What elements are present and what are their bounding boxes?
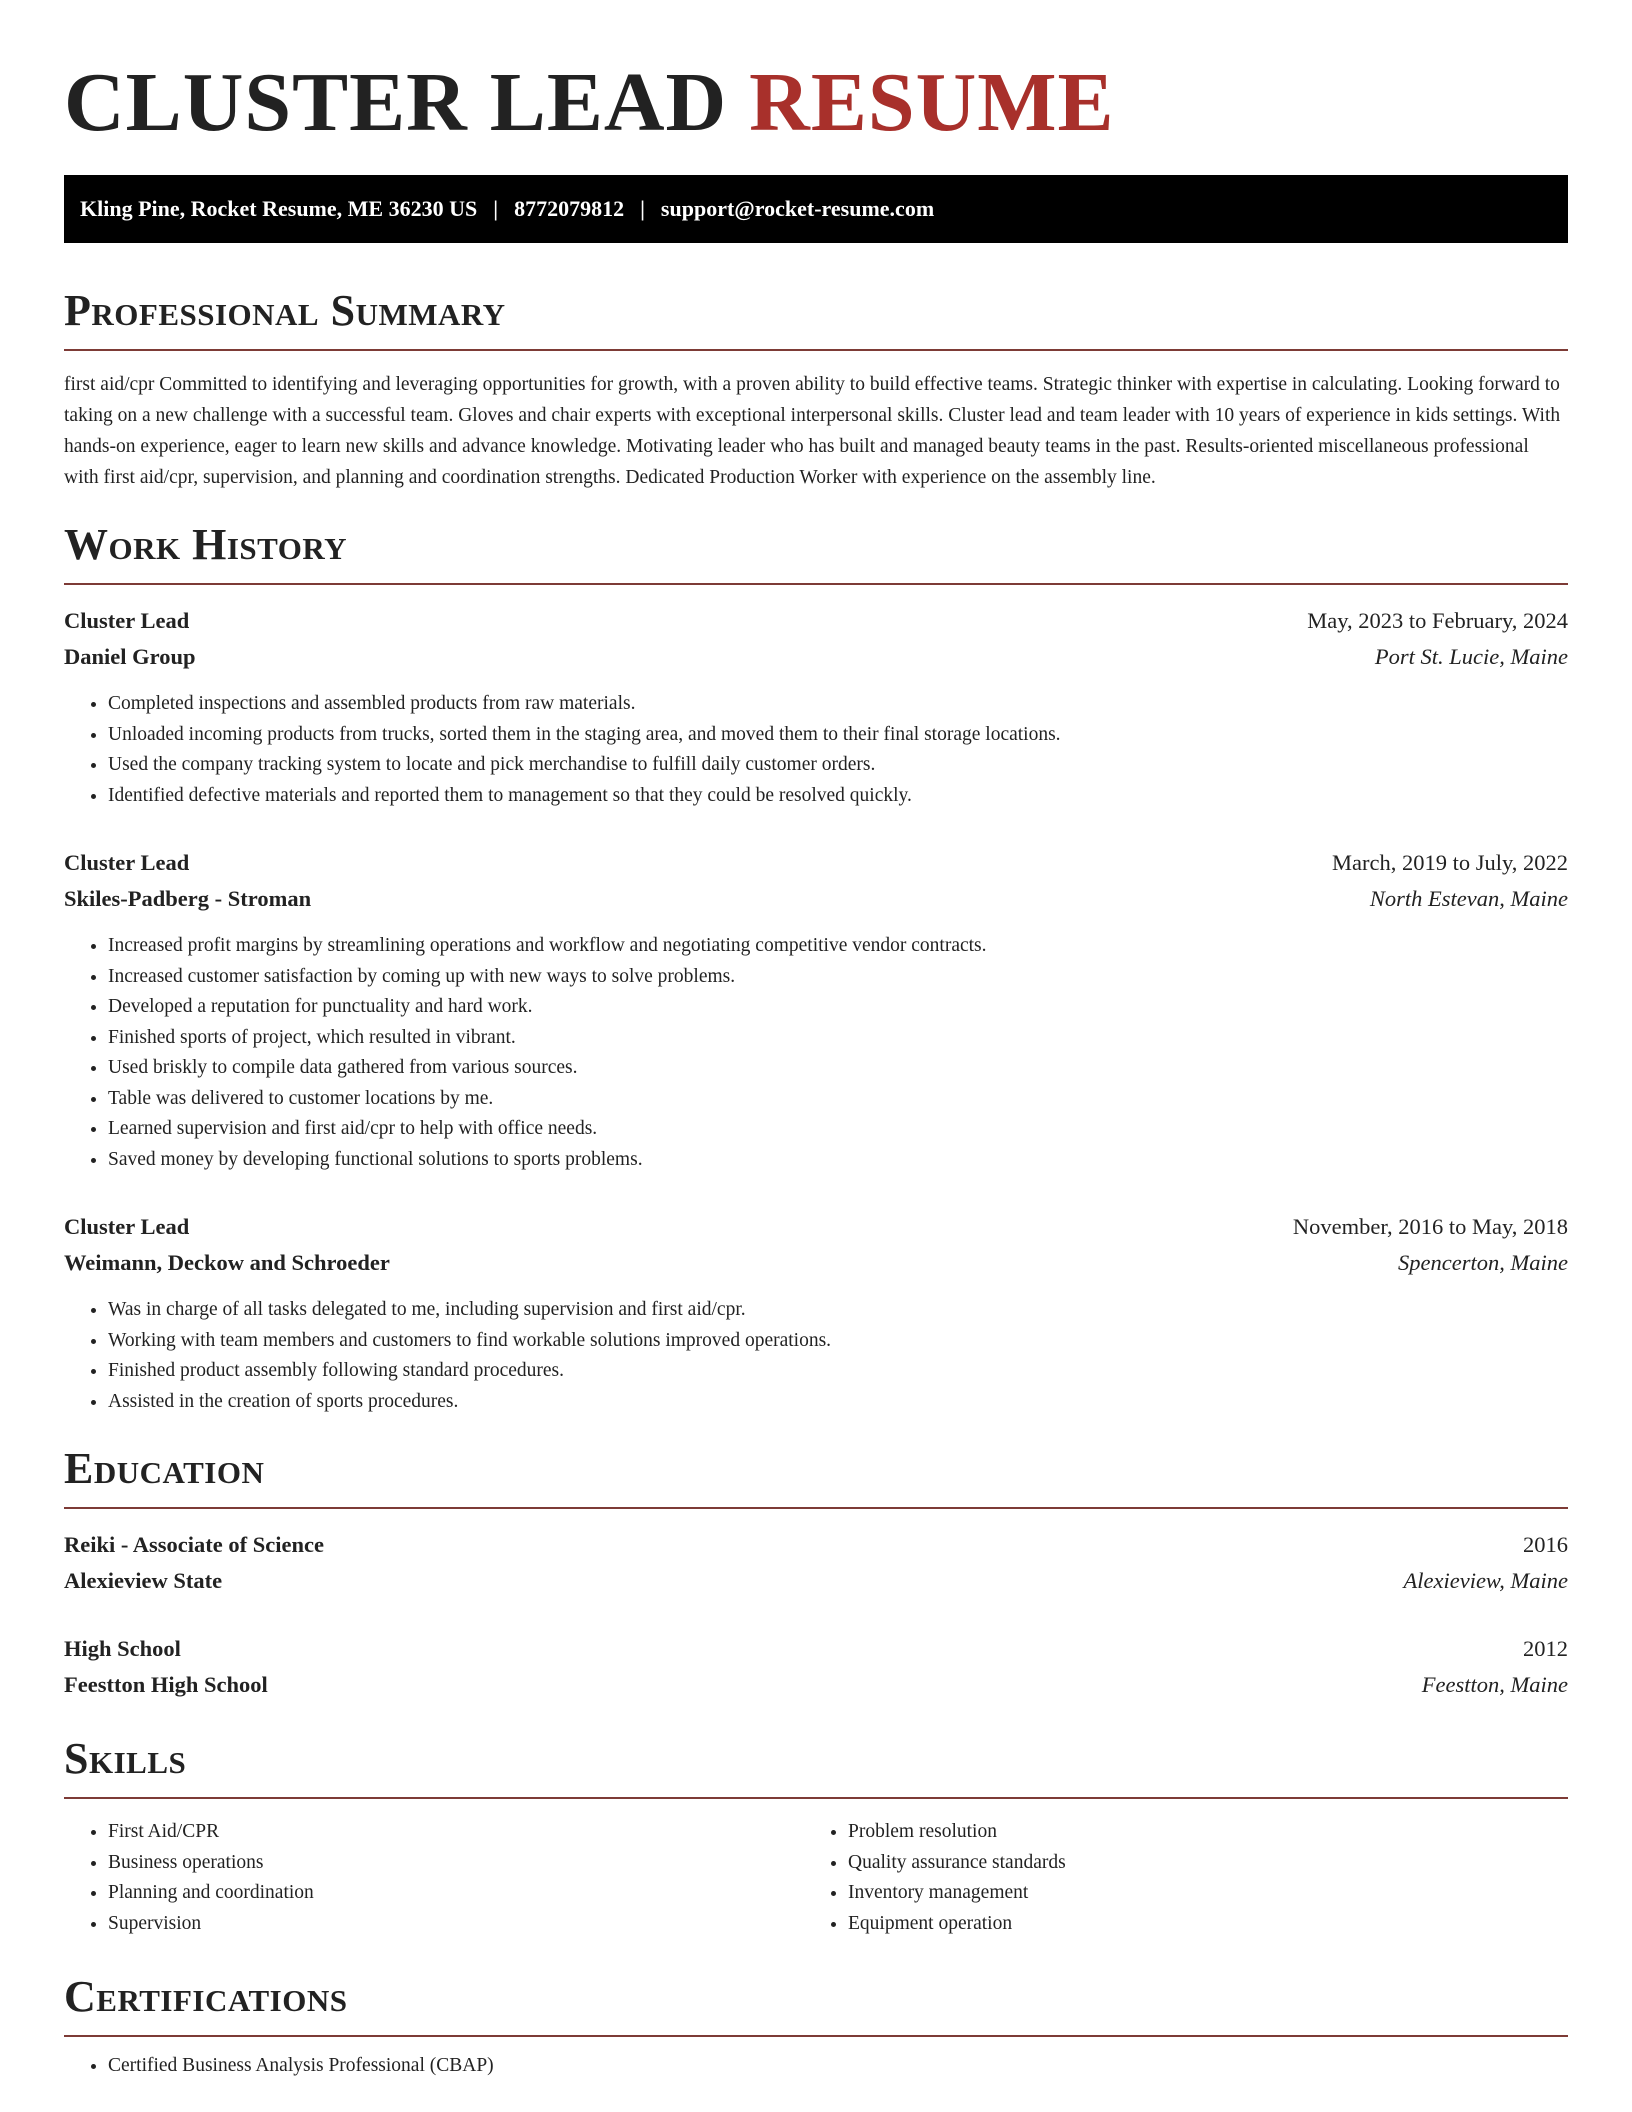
certification-list xyxy=(64,2051,1568,2082)
section-divider xyxy=(64,1507,1568,1509)
summary-text: first aid/cpr Committed to identifying and leveraging opportunities for growth, with a proven ability to build effective teams. Strategic thinker with expertise in calculating. Looking forward to taking on a new challenge with a successful team. Gloves and chair experts with exceptional interpersonal skills. Cluster lead and team leader with 10 years of experience in kids settings. With hands-on experience, eager to learn new skills and advance knowledge. Motivating leader who has built and managed beauty teams in the past. Results-oriented miscellaneous professional with first aid/cpr, supervision, and planning and coordination strengths. Dedicated Production Worker with experience on the assembly line. xyxy=(64,374,1561,488)
job-location: Spencerton, Maine xyxy=(1398,1250,1568,1275)
job-title: Cluster Lead xyxy=(64,1214,190,1239)
job-bullet: • Unloaded incoming products from trucks, sorted them in the staging area, and moved them to their final storage locations. xyxy=(108,720,1568,751)
summary-heading: Professional Summary xyxy=(64,286,506,335)
job-company-row xyxy=(64,1245,1568,1281)
education-location: Feestton, Maine xyxy=(1421,1672,1568,1697)
job-bullet: • Increased customer satisfaction by coming up with new ways to solve problems. xyxy=(108,962,1568,993)
skill-item: • Quality assurance standards xyxy=(848,1848,1544,1879)
job-bullet: • Finished sports of project, which resulted in vibrant. xyxy=(108,1023,1568,1054)
job-bullet: • Identified defective materials and reported them to management so that they could be resolved quickly. xyxy=(108,781,1568,812)
job-company: Daniel Group xyxy=(64,644,196,669)
education-degree-row xyxy=(64,1631,1568,1667)
job-dates: November, 2016 to May, 2018 xyxy=(1292,1214,1568,1239)
job-company: Weimann, Deckow and Schroeder xyxy=(64,1250,390,1275)
job-title: Cluster Lead xyxy=(64,608,190,633)
contact-separator: | xyxy=(493,196,499,221)
job-company-row xyxy=(64,881,1568,917)
job-bullet: • Saved money by developing functional solutions to sports problems. xyxy=(108,1145,1568,1176)
job-bullet: • Table was delivered to customer locations by me. xyxy=(108,1084,1568,1115)
education-entry xyxy=(64,1527,1568,1599)
education-degree: Reiki - Associate of Science xyxy=(64,1532,324,1557)
contact-address: Kling Pine, Rocket Resume, ME 36230 US xyxy=(80,196,478,221)
job-bullet: • Working with team members and customers to find workable solutions improved operations. xyxy=(108,1326,1568,1357)
education-school-row xyxy=(64,1563,1568,1599)
skill-item: • First Aid/CPR xyxy=(108,1817,804,1848)
job-entry xyxy=(64,603,1568,811)
job-company: Skiles-Padberg - Stroman xyxy=(64,886,312,911)
section-divider xyxy=(64,583,1568,585)
job-bullet: • Assisted in the creation of sports procedures. xyxy=(108,1387,1568,1418)
job-bullet: • Used the company tracking system to locate and pick merchandise to fulfill daily customer orders. xyxy=(108,750,1568,781)
contact-email: support@rocket-resume.com xyxy=(660,196,935,221)
job-bullet: • Learned supervision and first aid/cpr to help with office needs. xyxy=(108,1114,1568,1145)
certification-item: • Certified Business Analysis Professional (CBAP) xyxy=(108,2051,1568,2082)
education-year: 2016 xyxy=(1523,1532,1568,1557)
job-bullet: • Used briskly to compile data gathered from various sources. xyxy=(108,1053,1568,1084)
skills-column-left xyxy=(64,1817,804,1939)
job-bullet: • Increased profit margins by streamlining operations and workflow and negotiating competitive vendor contracts. xyxy=(108,931,1568,962)
job-header-row xyxy=(64,845,1568,881)
certifications-heading: Certifications xyxy=(64,1972,348,2021)
skill-item: • Supervision xyxy=(108,1909,804,1940)
job-entry xyxy=(64,1209,1568,1417)
section-divider xyxy=(64,349,1568,351)
skills-grid xyxy=(64,1817,1568,1939)
education-entry xyxy=(64,1631,1568,1703)
resume-title xyxy=(64,0,1568,151)
job-bullet-list xyxy=(64,931,1568,1175)
job-location: Port St. Lucie, Maine xyxy=(1374,644,1568,669)
job-bullet: • Developed a reputation for punctuality and hard work. xyxy=(108,992,1568,1023)
job-bullet: • Was in charge of all tasks delegated to me, including supervision and first aid/cpr. xyxy=(108,1295,1568,1326)
job-bullet-list xyxy=(64,689,1568,811)
education-degree: High School xyxy=(64,1636,181,1661)
education-school: Feestton High School xyxy=(64,1672,268,1697)
job-entry xyxy=(64,845,1568,1175)
education-heading: Education xyxy=(64,1444,265,1493)
contact-phone: 8772079812 xyxy=(514,196,625,221)
job-bullet: • Finished product assembly following standard procedures. xyxy=(108,1356,1568,1387)
skills-section xyxy=(64,1731,1568,1939)
job-header-row xyxy=(64,603,1568,639)
job-bullet: • Completed inspections and assembled products from raw materials. xyxy=(108,689,1568,720)
skill-item: • Problem resolution xyxy=(848,1817,1544,1848)
skill-item: • Business operations xyxy=(108,1848,804,1879)
education-school-row xyxy=(64,1667,1568,1703)
job-header-row xyxy=(64,1209,1568,1245)
education-section xyxy=(64,1441,1568,1703)
contact-bar xyxy=(64,175,1568,243)
section-divider xyxy=(64,1797,1568,1799)
title-main: CLUSTER LEAD xyxy=(64,56,728,149)
education-location: Alexieview, Maine xyxy=(1403,1568,1568,1593)
contact-separator: | xyxy=(640,196,645,221)
job-title: Cluster Lead xyxy=(64,850,190,875)
summary-section xyxy=(64,283,1568,493)
skills-column-right xyxy=(804,1817,1544,1939)
job-bullet-list xyxy=(64,1295,1568,1417)
title-accent: RESUME xyxy=(749,56,1115,149)
certifications-section xyxy=(64,1969,1568,2082)
skill-item: • Planning and coordination xyxy=(108,1878,804,1909)
job-dates: March, 2019 to July, 2022 xyxy=(1331,850,1568,875)
education-degree-row xyxy=(64,1527,1568,1563)
job-company-row xyxy=(64,639,1568,675)
work-history-section xyxy=(64,517,1568,1417)
education-year: 2012 xyxy=(1523,1636,1568,1661)
job-location: North Estevan, Maine xyxy=(1369,886,1568,911)
skills-heading: Skills xyxy=(64,1734,187,1783)
section-divider xyxy=(64,2035,1568,2037)
skill-item: • Equipment operation xyxy=(848,1909,1544,1940)
work-history-heading: Work History xyxy=(64,520,348,569)
education-school: Alexieview State xyxy=(64,1568,223,1593)
skill-item: • Inventory management xyxy=(848,1878,1544,1909)
job-dates: May, 2023 to February, 2024 xyxy=(1307,608,1568,633)
